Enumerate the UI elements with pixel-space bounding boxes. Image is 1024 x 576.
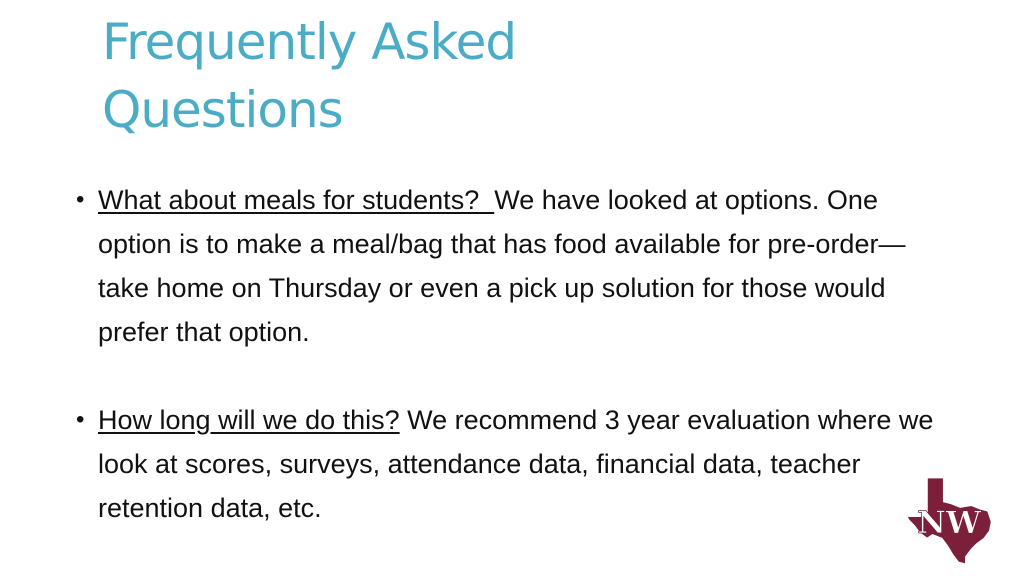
faq-item-meals (76, 178, 946, 354)
faq-question: How long will we do this? (98, 405, 400, 435)
faq-question: What about meals for students? (98, 185, 495, 215)
faq-answer: We have looked at options. One option is to make a meal/bag that has food available for pre-order—take home on Thursday or even a pick up solution for those would prefer that option. (98, 185, 906, 347)
title-line-2: Questions (102, 81, 343, 139)
bullet-icon: • (76, 186, 85, 213)
logo-text: NW (917, 504, 982, 541)
title-line-1: Frequently Asked (102, 13, 517, 71)
faq-list (76, 178, 946, 530)
texas-nw-logo-icon (905, 474, 997, 566)
faq-item-duration (76, 398, 946, 530)
faq-answer: We recommend 3 year evaluation where we look at scores, surveys, attendance data, financial data, teacher retention data, etc. (98, 405, 934, 523)
slide-title (102, 8, 802, 144)
bullet-icon: • (76, 406, 85, 433)
